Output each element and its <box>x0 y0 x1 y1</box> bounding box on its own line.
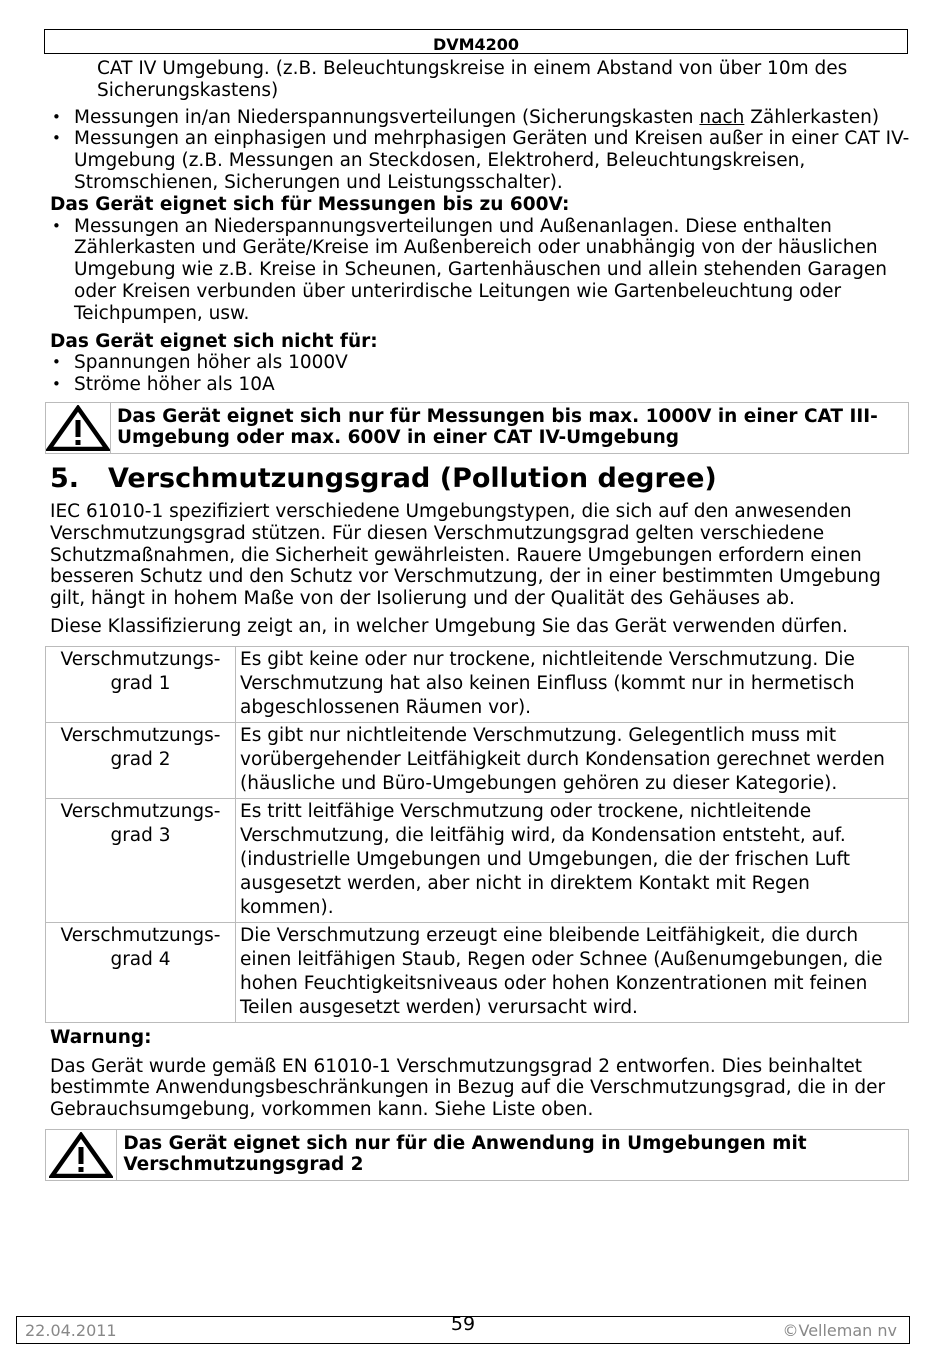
list-item: • Ströme höher als 10A <box>50 374 910 396</box>
warning-text: Das Gerät eignet sich nur für die Anwendung in Umgebungen mit Verschmutzungsgrad 2 <box>123 1132 807 1175</box>
table-row <box>46 922 909 1022</box>
footer-copyright: ©Velleman nv <box>782 1321 897 1340</box>
warnung-text: Das Gerät wurde gemäß EN 61010-1 Verschmutzungsgrad 2 entworfen. Dies beinhaltet bestimmte Anwendungsbeschränkungen in Bezug auf die Verschmutzungsgrad, die in der Gebrauchsumgebung, vorkommen kann. Siehe Liste oben. <box>50 1055 886 1121</box>
table-row <box>46 646 909 722</box>
degree-description: Es gibt keine oder nur trockene, nichtleitende Verschmutzung. Die Verschmutzung hat also keinen Einfluss (kommt nur in hermetisch abgeschlossenen Räumen vor). <box>236 646 909 722</box>
degree-label: Verschmutzungs- grad 4 <box>46 922 236 1022</box>
section-number: 5. <box>50 462 80 494</box>
degree-label: Verschmutzungs- grad 2 <box>46 722 236 798</box>
page-footer <box>16 1313 910 1344</box>
page-number: 59 <box>450 1313 476 1335</box>
bullet-text: Messungen in/an Niederspannungsverteilungen (Sicherungskasten <box>74 106 700 128</box>
section-heading-600v: Das Gerät eignet sich für Messungen bis zu 600V: <box>50 193 570 215</box>
footer-date: 22.04.2011 <box>25 1321 117 1340</box>
warning-box <box>45 1129 909 1181</box>
warnung-heading: Warnung: <box>50 1026 152 1048</box>
degree-description: Es gibt nur nichtleitende Verschmutzung. Gelegentlich muss mit vorübergehender Leitfähigkeit durch Kondensation gerechnet werden (häusliche und Büro-Umgebungen gehören zu dieser Kategorie). <box>236 722 909 798</box>
header-title: DVM4200 <box>432 35 520 54</box>
degree-label: Verschmutzungs- grad 3 <box>46 798 236 922</box>
section-5-paragraph-2: Diese Klassifizierung zeigt an, in welcher Umgebung Sie das Gerät verwenden dürfen. <box>50 615 848 637</box>
warning-box <box>45 402 909 454</box>
warning-text: Das Gerät eignet sich nur für Messungen bis max. 1000V in einer CAT III-Umgebung oder max. 600V in einer CAT IV-Umgebung <box>117 405 878 448</box>
page-content <box>50 58 910 1181</box>
table-row <box>46 798 909 922</box>
warning-icon-cell <box>46 403 111 453</box>
list-item: • Spannungen höher als 1000V <box>50 352 910 374</box>
warning-triangle-icon <box>46 405 110 451</box>
section-5-title <box>50 463 910 495</box>
bullet-text: Zählerkasten) <box>744 106 880 128</box>
list-item: • Messungen an Niederspannungsverteilungen und Außenanlagen. Diese enthalten Zählerkasten und Geräte/Kreise im Außenbereich oder unabhängig von der häuslichen Umgebung wie z.B. Kreise in Scheunen, Gartenhäuschen und allein stehenden Garagen oder Kreisen verbunden über unterirdische Leitungen wie Gartenbeleuchtung oder Teichpumpen, usw. <box>50 216 910 325</box>
pollution-degree-table <box>45 646 909 1023</box>
continuation-text: CAT IV Umgebung. (z.B. Beleuchtungskreise in einem Abstand von über 10m des Sicherungskastens) <box>97 58 848 101</box>
list-item <box>50 107 910 129</box>
page-header <box>44 29 908 54</box>
section-5-paragraph-1: IEC 61010-1 spezifiziert verschiedene Umgebungstypen, die sich auf den anwesenden Verschmutzungsgrad stützen. Für diesen Verschmutzungsgrad gelten verschiedene Schutzmaßnahmen, die Sicherheit gewährleisten. Rauere Umgebungen erfordern einen besseren Schutz und den Schutz vor Verschmutzung, der in einer bestimmten Umgebung gilt, hängt in hohem Maße von der Isolierung und der Qualität des Gehäuses ab. <box>50 500 881 610</box>
section-title: Verschmutzungsgrad (Pollution degree) <box>108 462 717 494</box>
warning-triangle-icon <box>49 1132 113 1178</box>
degree-description: Es tritt leitfähige Verschmutzung oder trockene, nichtleitende Verschmutzung, die leitfähig wird, da Kondensation entsteht, auf. (industrielle Umgebungen und Umgebungen, die der frischen Luft ausgesetzt werden, aber nicht in direktem Kontakt mit Regen kommen). <box>236 798 909 922</box>
warning-icon-cell <box>46 1130 117 1180</box>
underlined-word: nach <box>699 106 745 128</box>
list-item: • Messungen an einphasigen und mehrphasigen Geräten und Kreisen außer in einer CAT IV-Umgebung (z.B. Messungen an Steckdosen, Elektroherd, Beleuchtungskreisen, Stromschienen, Sicherungen und Leistungsschalter). <box>50 128 910 193</box>
section-heading-not-suitable: Das Gerät eignet sich nicht für: <box>50 330 378 352</box>
table-row <box>46 722 909 798</box>
degree-label: Verschmutzungs- grad 1 <box>46 646 236 722</box>
degree-description: Die Verschmutzung erzeugt eine bleibende Leitfähigkeit, die durch einen leitfähigen Staub, Regen oder Schnee (Außenumgebungen, die hohen Feuchtigkeitsniveaus oder hohen Konzentrationen mit feinen Teilen ausgesetzt werden) verursacht wird. <box>236 922 909 1022</box>
